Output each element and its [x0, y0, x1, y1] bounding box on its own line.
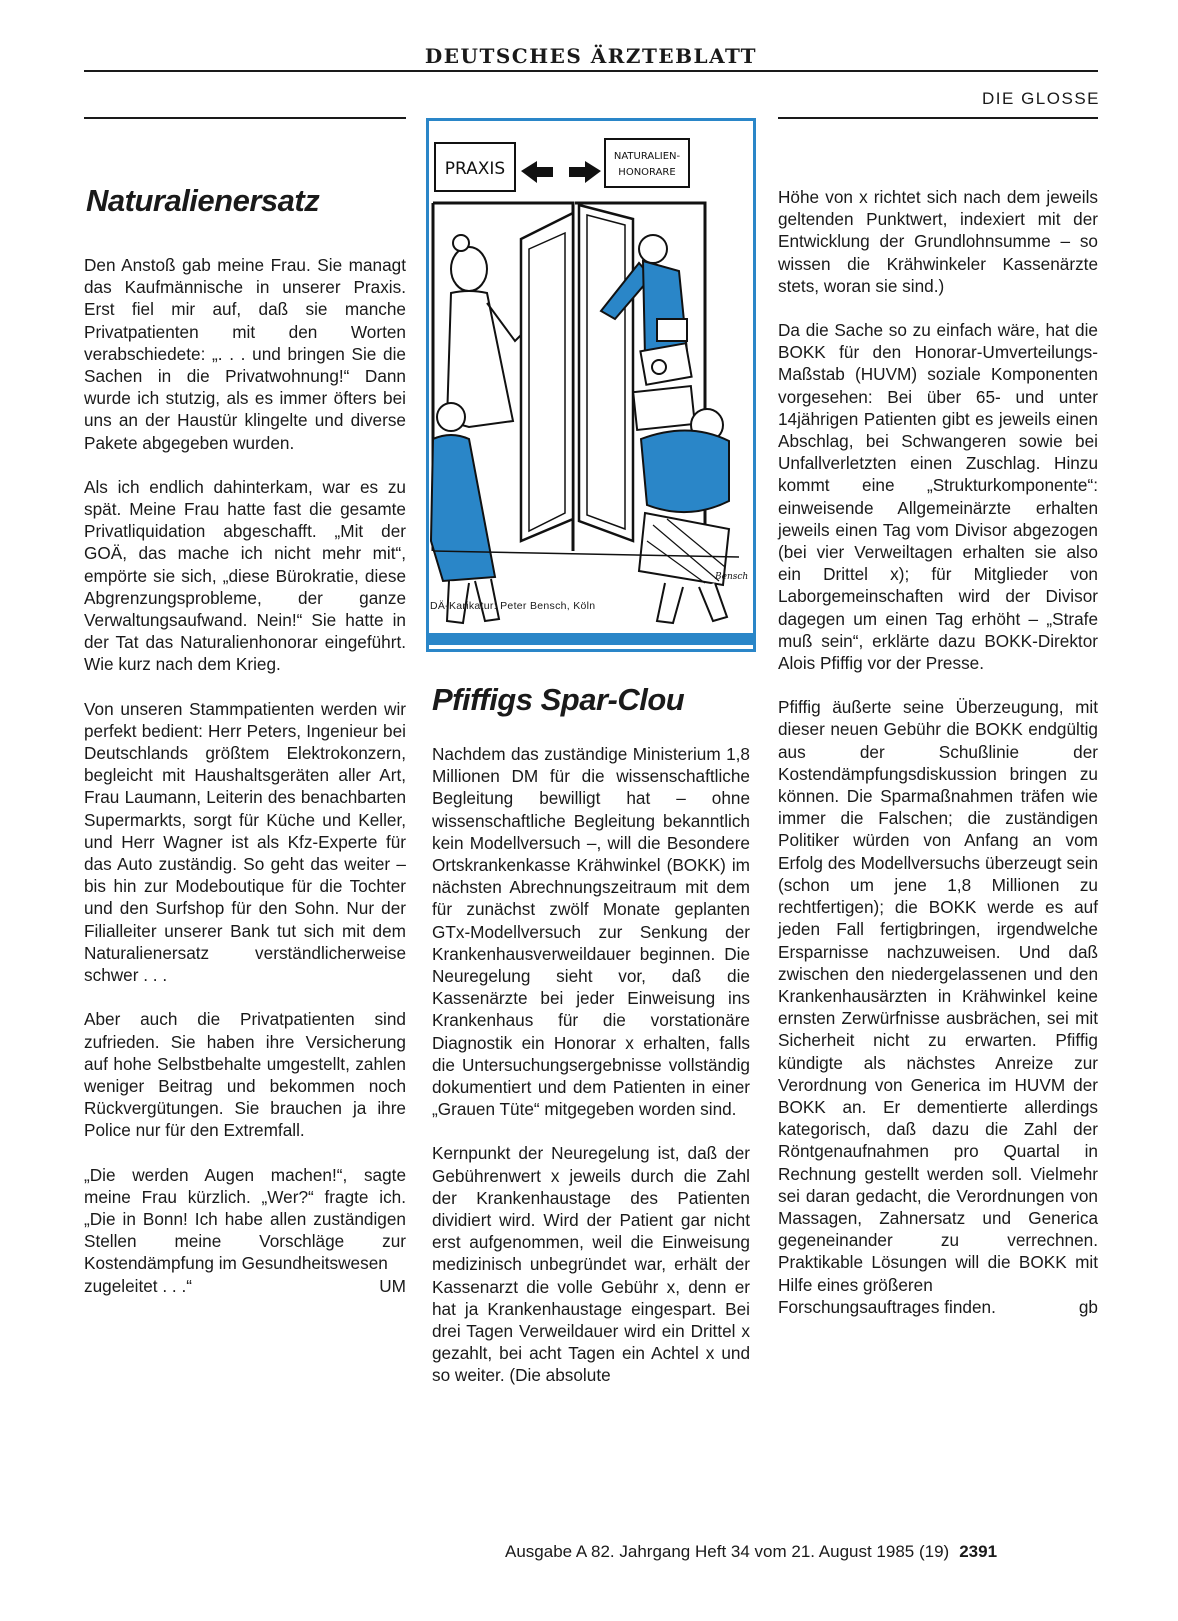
article1-paragraph: Als ich endlich dahinterkam, war es zu spät. Meine Frau hatte fast die gesamte Privatliquidation abgeschafft. „Mit der GOÄ, das mache ich nicht mehr mit“, empörte sie sich, „diese Bürokratie, diese Abgrenzungsprobleme, der ganze Verwaltungsaufwand. Nein!“ Sie hatte in der Tat das Naturalienhonorar eingeführt. Wie kurz nach dem Krieg.	[84, 476, 406, 675]
article2-cont-paragraph: Da die Sache so zu einfach wäre, hat die BOKK für den Honorar-Umverteilungs-Maßstab (HUVM) soziale Komponenten vorgesehen: Bei über 65- und unter 14jährigen Patienten gibt es jeweils einen Abschlag, bei Schwangeren sowie bei Unfallverletzten einen Zuschlag. Hinzu kommt eine „Strukturkomponente“: einweisende Allgemeinärzte erhalten jeweils einen Tag vom Divisor abgezogen (bei vier Verweiltagen erhalten sie also ein Drittel x); für Mitglieder von Laborgemeinschaften wird der Divisor dagegen um einen Tag erhöht – „Strafe muß sein“, erklärte dazu BOKK-Direktor Alois Pfiffig vor der Presse.	[778, 320, 1098, 674]
article2-last-line: Forschungsauftrages finden.	[778, 1296, 996, 1317]
article1-last-paragraph	[84, 1164, 406, 1275]
naturalien-sign-line1: NATURALIEN-	[613, 151, 681, 162]
arrow-right-icon	[569, 161, 601, 183]
cartoon-illustration	[429, 121, 753, 649]
article1-author-signature: UM	[379, 1275, 406, 1296]
naturalien-sign	[605, 139, 689, 187]
goods-box-3	[633, 386, 695, 430]
visitor-suit	[431, 435, 495, 581]
article2-continuation	[778, 186, 1098, 1318]
visitor-head	[437, 403, 465, 431]
naturalien-sign-line2: HONORARE	[618, 167, 676, 178]
carrier-body	[641, 430, 729, 512]
article1-paragraph: Von unseren Stammpatienten werden wir perfekt bedient: Herr Peters, Ingenieur bei Deutschlands größtem Elektrokonzern, begleicht mit Haushaltsgeräten aller Art, Frau Laumann, Leiterin des benachbarten Supermarkts, sorgt für Küche und Keller, und Herr Wagner ist als Kfz-Experte für das Auto zuständig. So geht das weiter – bis hin zur Modeboutique für die Tochter und den Surfshop für den Sohn. Nur der Filialleiter unserer Bank tut sich mit dem Naturalienersatz verständlicherweise schwer . . .	[84, 698, 406, 986]
masthead-rule	[84, 70, 1098, 72]
page-number: 2391	[959, 1542, 998, 1561]
artist-signature: Bensch	[715, 572, 749, 582]
column3-top-rule	[778, 117, 1098, 119]
issue-info: Ausgabe A 82. Jahrgang Heft 34 vom 21. August 1985 (19)	[505, 1542, 950, 1561]
article2-title: Pfiffigs Spar-Clou	[432, 682, 685, 717]
praxis-sign-text: PRAXIS	[444, 159, 506, 179]
arrow-left-icon	[521, 161, 553, 183]
article2-paragraph: Nachdem das zuständige Ministerium 1,8 Millionen DM für die wissenschaftliche Begleitung bewilligt hat – ohne wissenschaftliche Begleitung bekanntlich kein Modellversuch –, will die Besondere Ortskrankenkasse Krähwinkel (BOKK) im nächsten Abrechnungszeitraum mit dem für zunächst zwölf Monate geplanten GTx-Modellversuch zur Senkung der Krankenhausverweildauer beginnen. Die Neuregelung sieht vor, daß die Kassenärzte bei jeder Einweisung ins Krankenhaus für die vorstationäre Diagnostik ein Honorar x erhalten, falls die Untersuchungsergebnisse vollständig dokumentiert und dem Patienten in einer „Grauen Tüte“ mitgegeben worden sind.	[432, 744, 750, 1120]
page-footer	[505, 1542, 997, 1562]
article1-paragraph: Den Anstoß gab meine Frau. Sie managt das Kaufmännische in unserer Praxis. Erst fiel mir auf, daß sie manche Privatpatienten mit den Worten verabschiedete: „. . . und bringen Sie die Sachen in die Privatwohnung!“ Dann wurde ich stutzig, als es immer öfters bei uns an der Haustür klingelte und diverse Pakete abgegeben wurden.	[84, 255, 406, 453]
column1-top-rule	[84, 117, 406, 119]
article2-cont-last-paragraph-text: Pfiffig äußerte seine Überzeugung, mit dieser neuen Gebühr die BOKK endgültig aus der Schußlinie der Kostendämpfungsdiskussion bringen zu können. Die Sparmaßnahmen träfen wie immer die Falschen; die zuständigen Politiker würden von Anfang an vom Erfolg des Modellversuchs überzeugt sein (schon um jene 1,8 Millionen zu rechtfertigen); die BOKK werde es auf jeden Fall fertigbringen, irgendwelche Ersparnisse nachzuweisen. Und daß zwischen den niedergelassenen und den Krankenhausärzten in Krähwinkel keine ernsten Zerwürfnisse ausbrächen, sei mit Sicherheit nicht zu erwarten. Pfiffig kündigte als nächstes Anreize zur Verordnung von Generica im HUVM der BOKK an. Er dementierte allerdings kategorisch, daß dazu die Zahl der Röntgenaufnahmen pro Quartal in Rechnung gestellt werden soll. Vielmehr sei daran gedacht, die Verordnungen von Massagen, Zahnersatz und Generica gegeneinander zu verrechnen. Praktikable Lösungen will die BOKK mit Hilfe eines größeren	[778, 697, 1098, 1295]
article1-paragraph: Aber auch die Privatpatienten sind zufrieden. Sie haben ihre Versicherung auf hohe Selbstbehalte umgestellt, zahlen weniger Beitrag und bekommen noch Rückvergütungen. Sie brauchen ja ihre Police nur für den Extremfall.	[84, 1009, 406, 1141]
article1-last-paragraph-text: „Die werden Augen machen!“, sagte meine Frau kürzlich. „Wer?“ fragte ich. „Die in Bonn! Ich habe allen zuständigen Stellen meine Vorschläge zur Kostendämpfung im Gesundheitswesen	[84, 1164, 406, 1274]
article2-paragraph: Kernpunkt der Neuregelung ist, daß der Gebührenwert x jeweils durch die Zahl der Krankenhaustage des Patienten dividiert wird. Wird der Patient gar nicht erst aufgenommen, weil die Einweisung medizinisch unbegründet war, erhält der Kassenarzt die volle Gebühr x, denn er hat ja Krankenhaustage eingespart. Bei drei Tagen Verweildauer wird ein Drittel x gezahlt, bei acht Tagen ein Achtel x und so weiter. (Die absolute	[432, 1143, 750, 1386]
cartoon-caption: DÄ-Karikatur: Peter Bensch, Köln	[430, 600, 596, 612]
article1-title: Naturalienersatz	[86, 183, 320, 218]
waving-figure-head	[639, 235, 667, 263]
doctor-head	[451, 247, 487, 291]
goods-box-1	[657, 319, 687, 341]
journal-masthead: DEUTSCHES ÄRZTEBLATT	[424, 44, 758, 68]
article1-last-line: zugeleitet . . .“	[84, 1275, 192, 1296]
article2-signature-row	[778, 1296, 1098, 1318]
cartoon-frame	[426, 118, 756, 652]
article1-body	[84, 254, 406, 1297]
article2-cont-last-paragraph	[778, 696, 1098, 1295]
waving-figure-body	[643, 261, 687, 357]
accent-bar	[426, 633, 756, 645]
section-label: DIE GLOSSE	[982, 89, 1100, 108]
article2-cont-paragraph: Höhe von x richtet sich nach dem jeweils geltenden Punktwert, indexiert mit der Entwicklung der Grundlohnsumme – so wissen die Krähwinkeler Kassenärzte stets, woran sie sind.)	[778, 187, 1098, 296]
article2-author-signature: gb	[1078, 1296, 1098, 1317]
article2-body	[432, 743, 750, 1409]
article1-signature-row	[84, 1275, 406, 1297]
carrier-legs	[657, 583, 727, 623]
doctor-head-mirror	[453, 235, 469, 251]
